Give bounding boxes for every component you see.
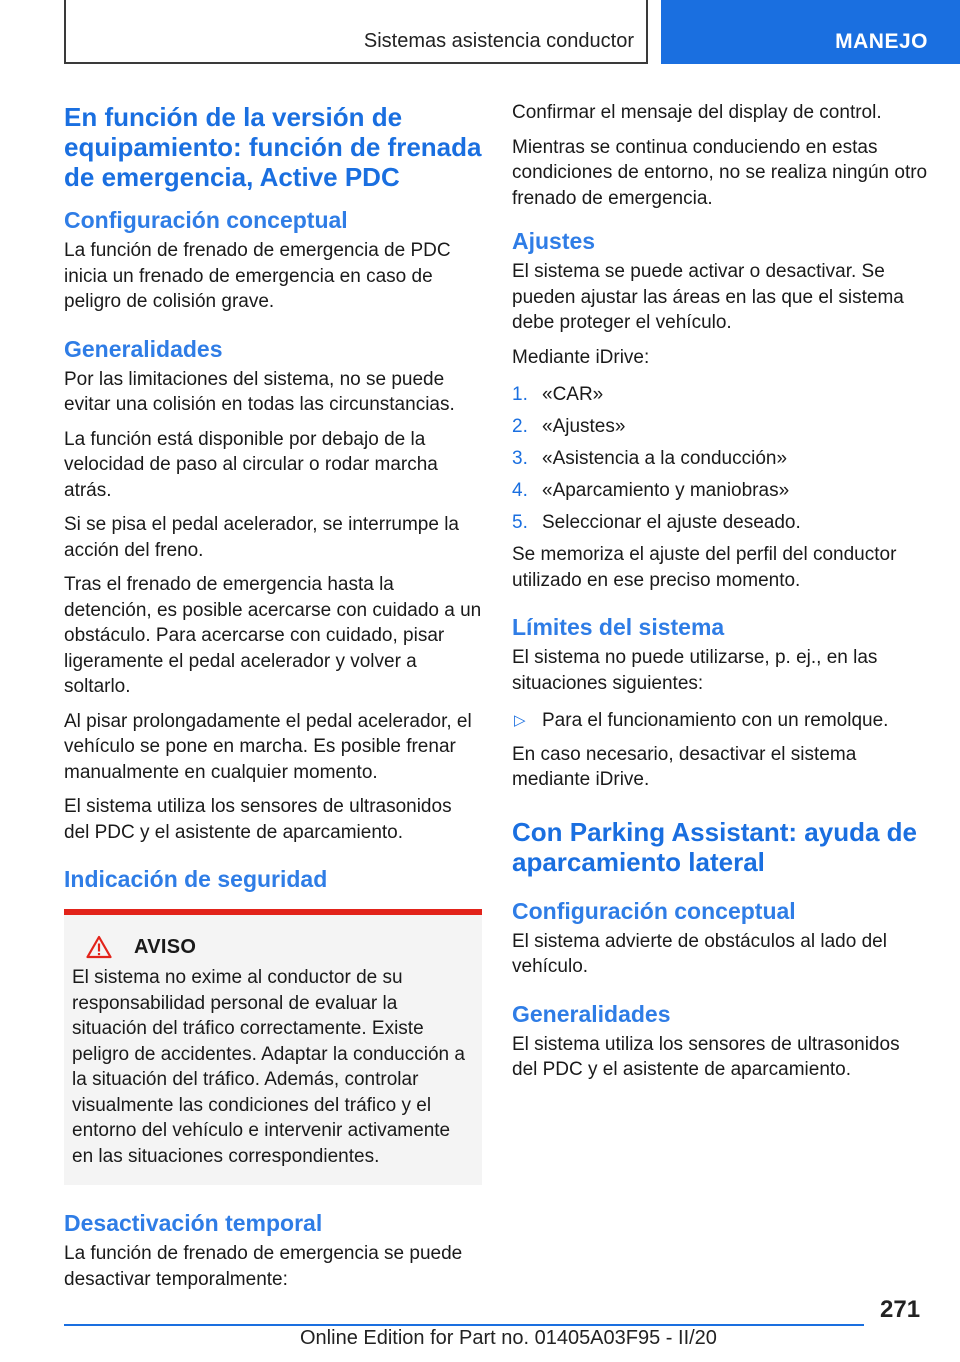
general-paragraph: El sistema utiliza los sensores de ultrasonidos del PDC y el asistente de aparcamiento. (64, 796, 452, 843)
step-number: 5. (512, 512, 528, 533)
step-text: «Ajustes» (542, 416, 626, 437)
warning-header (86, 935, 474, 959)
limits-heading: Límites del sistema (512, 614, 725, 640)
list-item (512, 708, 930, 734)
general-paragraph: Tras el frenado de emergencia hasta la detención, es posible acercarse con cuidado a un obstáculo. Para acercarse con cuidado, pisar ligeramente el pedal acelerador y volver a soltarlo. (64, 574, 482, 697)
settings-heading: Ajustes (512, 228, 596, 254)
list-item (512, 510, 930, 536)
step-number: 2. (512, 416, 528, 437)
header-chapter-tab[interactable] (661, 0, 960, 64)
warning-triangle-icon (86, 935, 112, 959)
deactivation-heading: Desactivación temporal (64, 1210, 323, 1236)
deactivation-text: La función de frenado de emergencia se puede desactivar temporalmente: (64, 1243, 463, 1290)
step-number: 4. (512, 480, 528, 501)
limits-text: El sistema no puede utilizarse, p. ej., en las situaciones siguientes: (512, 647, 878, 694)
general-paragraph: Al pisar prolongadamente el pedal acelerador, el vehículo se pone en marcha. Es posible frenar manualmente en cualquier momento. (64, 710, 472, 783)
warning-text: El sistema no exime al conductor de su responsabilidad personal de evaluar la situación del tráfico correctamente. Existe peligro de accidentes. Adaptar la conducción a la situación del tráfico. Además, controlar visualmente las condiciones del tráfico y el entorno del vehículo e intervenir activamente en las situaciones correspondientes. (72, 967, 465, 1167)
list-item (512, 414, 930, 440)
limits-after-text: En caso necesario, desactivar el sistema mediante iDrive. (512, 743, 857, 790)
step-text: «Asistencia a la conducción» (542, 448, 788, 469)
confirm-text: Confirmar el mensaje del display de control. (512, 102, 882, 123)
bullet-triangle-icon: ▷ (514, 712, 526, 729)
right-column (512, 100, 930, 1092)
list-item (512, 446, 930, 472)
footer-edition: Online Edition for Part no. 01405A03F95 - II/20 (300, 1327, 717, 1349)
left-column (64, 100, 482, 1301)
steps-list (512, 382, 930, 536)
header-section-box (64, 0, 648, 64)
step-text: «CAR» (542, 384, 604, 405)
step-text: Seleccionar el ajuste deseado. (542, 512, 801, 533)
safety-heading: Indicación de seguridad (64, 866, 328, 892)
parking-general-text: El sistema utiliza los sensores de ultrasonidos del PDC y el asistente de aparcamiento. (512, 1033, 900, 1080)
section-title: En función de la versión de equipamiento: función de frenada de emergencia, Active PDC (64, 102, 482, 192)
settings-text: El sistema se puede activar o desactivar. Se pueden ajustar las áreas en las que el sistema debe proteger el vehículo. (512, 261, 904, 333)
warning-box (64, 909, 482, 1185)
memo-text: Se memoriza el ajuste del perfil del conductor utilizado en ese preciso momento. (512, 544, 897, 591)
general-paragraph: La función está disponible por debajo de la velocidad de paso al circular o rodar marcha atrás. (64, 428, 438, 501)
header-section-title: Sistemas asistencia conductor (363, 30, 634, 52)
parking-title: Con Parking Assistant: ayuda de aparcamiento lateral (512, 816, 918, 877)
list-item (512, 478, 930, 504)
limits-list (512, 708, 930, 734)
concept-heading: Configuración conceptual (64, 207, 348, 233)
warning-label: AVISO (134, 935, 197, 958)
idrive-text: Mediante iDrive: (512, 346, 650, 368)
header-chapter-label: MANEJO (835, 30, 928, 53)
parking-general-heading: Generalidades (512, 1000, 671, 1027)
general-paragraph: Si se pisa el pedal acelerador, se interrumpe la acción del freno. (64, 514, 460, 561)
general-paragraph: Por las limitaciones del sistema, no se puede evitar una colisión en todas las circunstancias. (64, 368, 455, 415)
limits-bullet-text: Para el funcionamiento con un remolque. (542, 710, 889, 731)
parking-concept-text: El sistema advierte de obstáculos al lado del vehículo. (512, 930, 887, 977)
general-heading: Generalidades (64, 335, 223, 362)
step-text: «Aparcamiento y maniobras» (542, 480, 790, 501)
footer-divider (64, 1324, 864, 1326)
concept-text: La función de frenado de emergencia de PDC inicia un frenado de emergencia en caso de peligro de colisión grave. (64, 240, 451, 312)
list-item (512, 382, 930, 408)
continue-text: Mientras se continua conduciendo en estas condiciones de entorno, no se realiza ningún otro frenado de emergencia. (512, 136, 928, 209)
parking-concept-heading: Configuración conceptual (512, 897, 796, 924)
step-number: 1. (512, 384, 528, 405)
page-number: 271 (880, 1296, 921, 1323)
step-number: 3. (512, 448, 528, 469)
